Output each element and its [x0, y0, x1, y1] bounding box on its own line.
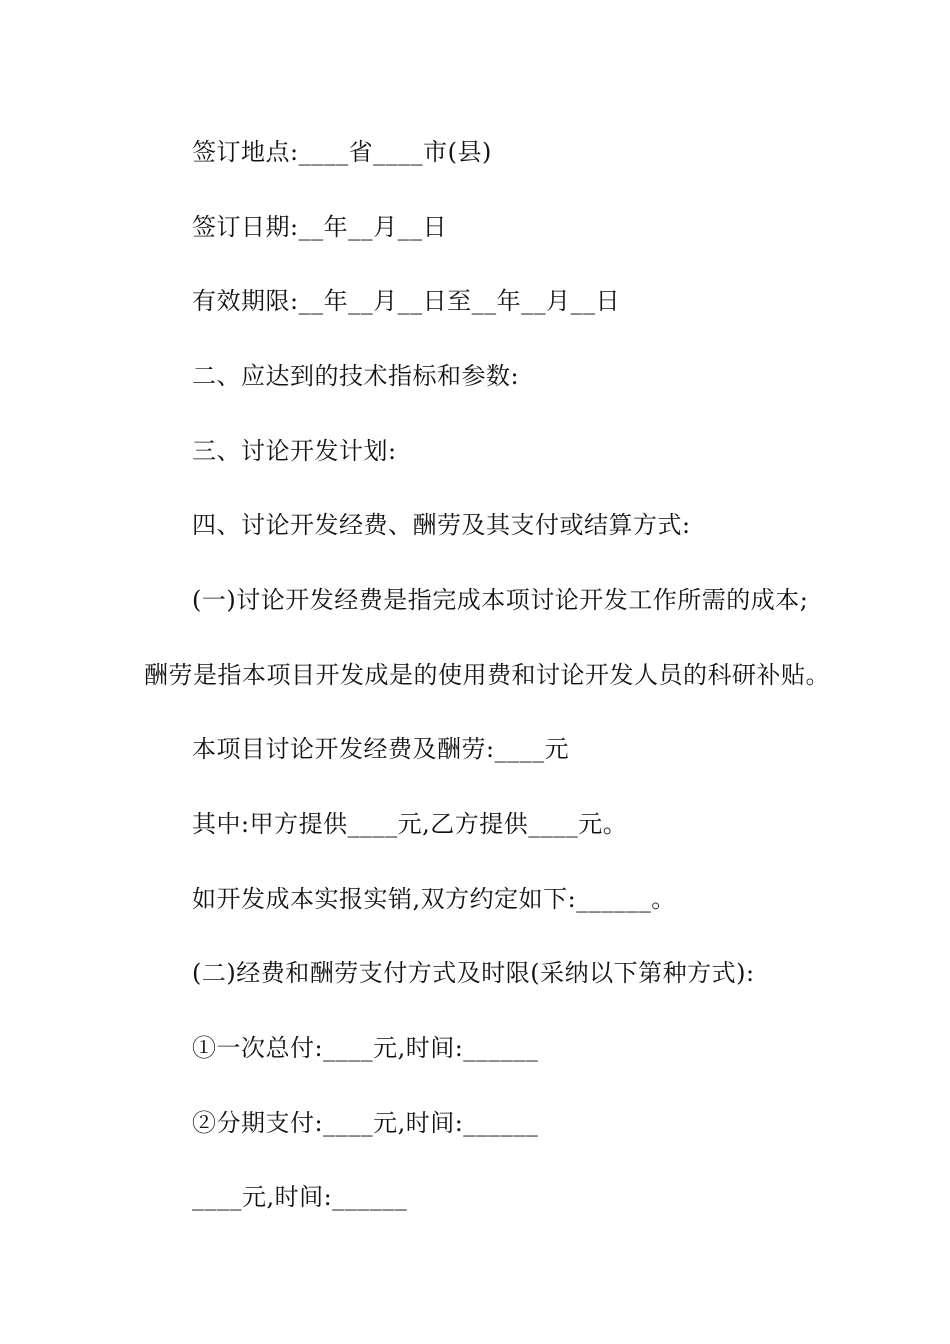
installment-line-2: ____元,时间:______: [192, 1183, 408, 1211]
fee-split-line: 其中:甲方提供____元,乙方提供____元。: [192, 810, 628, 838]
paragraph-line: (一)讨论开发经费是指完成本项讨论开发工作所需的成本;: [192, 586, 809, 614]
total-fee-line: 本项目讨论开发经费及酬劳:____元: [192, 735, 570, 763]
cost-agreement-line: 如开发成本实报实销,双方约定如下:______。: [192, 885, 676, 913]
section-three-heading: 三、讨论开发计划:: [192, 437, 397, 465]
signing-date-line: 签订日期:__年__月__日: [192, 213, 448, 241]
payment-method-heading: (二)经费和酬劳支付方式及时限(采纳以下第种方式):: [192, 959, 755, 987]
lump-sum-line: ①一次总付:____元,时间:______: [192, 1034, 539, 1062]
signing-place-line: 签订地点:____省____市(县): [192, 138, 492, 166]
installment-line: ②分期支付:____元,时间:______: [192, 1109, 539, 1137]
paragraph-line-continued: 酬劳是指本项目开发成是的使用费和讨论开发人员的科研补贴。: [144, 661, 830, 689]
section-four-heading: 四、讨论开发经费、酬劳及其支付或结算方式:: [192, 511, 691, 539]
validity-period-line: 有效期限:__年__月__日至__年__月__日: [192, 287, 621, 315]
section-two-heading: 二、应达到的技术指标和参数:: [192, 362, 520, 390]
